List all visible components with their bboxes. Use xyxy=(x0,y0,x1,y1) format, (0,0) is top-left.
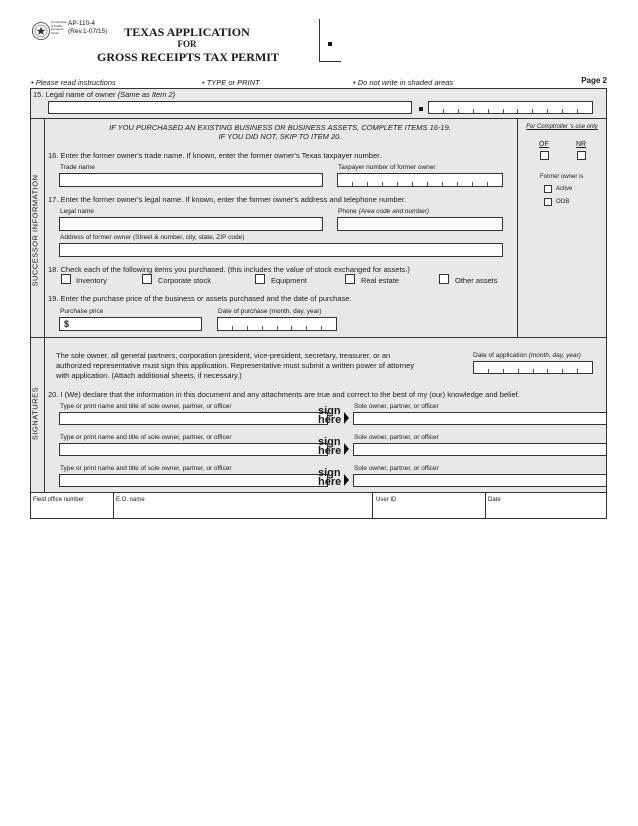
former-owner-active-label: Active xyxy=(556,186,573,192)
other-assets-option-label: Other assets xyxy=(455,276,498,285)
comptroller-of-checkbox[interactable] xyxy=(540,151,549,160)
comptroller-nr-checkbox[interactable] xyxy=(577,151,586,160)
former-taxpayer-number-ticks xyxy=(338,174,502,186)
seal-text: Comptroller of Public Accounts Texas xyxy=(51,20,67,35)
sign-word-2: sign xyxy=(318,436,341,448)
trade-name-field[interactable] xyxy=(59,173,323,187)
taxpayer-number-ticks xyxy=(429,102,592,113)
form-title-line2: FOR xyxy=(177,39,197,49)
print-name-label-1: Type or print name and title of sole owner, partner, or officer xyxy=(60,403,232,410)
sign-here-2 xyxy=(318,438,341,456)
owner-taxpayer-number-field[interactable] xyxy=(428,101,593,114)
former-phone-field[interactable] xyxy=(337,217,503,231)
sign-arrow-icon-3 xyxy=(344,474,349,486)
here-word-1: here xyxy=(318,414,342,426)
header-corner-mark-vertical xyxy=(319,19,320,62)
signatures-intro-line2: authorized representative must sign this application. Representative must submit a written power of attorney xyxy=(56,361,415,370)
signature-field-1[interactable] xyxy=(353,412,607,425)
purchase-price-field[interactable] xyxy=(59,317,202,331)
item15-note: (Same as Item 2) xyxy=(117,90,176,99)
instruction-shaded: • Do not write in shaded areas xyxy=(353,78,454,87)
print-name-label-3: Type or print name and title of sole owner, partner, or officer xyxy=(60,465,232,472)
item20-label: 20. I (We) declare that the information in this document and any attachments are true and correct to the best of my (our) knowledge and belief. xyxy=(48,390,520,399)
application-date-ticks xyxy=(474,362,592,373)
successor-intro-line1: IF YOU PURCHASED AN EXISTING BUSINESS OR BUSINESS ASSETS, COMPLETE ITEMS 16-19. xyxy=(109,123,451,132)
item18-label: 18. Check each of the following items you purchased. (this includes the value of stock exchanged for assets.) xyxy=(48,265,410,274)
field-office-number-label: Field office number xyxy=(33,497,84,503)
purchase-date-label: Date of purchase (month, day, year) xyxy=(218,308,322,315)
office-col-divider-3 xyxy=(485,492,486,519)
signature-field-3[interactable] xyxy=(353,474,607,487)
former-owner-oob-checkbox[interactable] xyxy=(544,198,552,206)
former-taxpayer-number-label: Taxpayer number of former owner xyxy=(338,164,436,171)
former-legal-name-field[interactable] xyxy=(59,217,323,231)
successor-side-divider xyxy=(44,118,45,337)
signature-field-2[interactable] xyxy=(353,443,607,456)
sign-here-1 xyxy=(318,407,341,425)
former-address-field[interactable] xyxy=(59,243,503,257)
form-title-line1: TEXAS APPLICATION xyxy=(124,25,250,39)
other-assets-checkbox[interactable] xyxy=(439,274,449,284)
print-name-field-3[interactable] xyxy=(59,474,328,487)
here-word-3: here xyxy=(318,476,342,488)
real-estate-option-label: Real estate xyxy=(361,276,399,285)
form-number: AP-110-4 xyxy=(68,20,95,27)
eo-name-label: E.O. name xyxy=(116,497,145,503)
item15-label: 15. Legal name of owner (Same as Item 2) xyxy=(33,90,176,99)
successor-side-label: SUCCESSOR INFORMATION xyxy=(30,174,40,287)
item15-marker-square xyxy=(419,107,423,111)
former-phone-note: (Area code and number) xyxy=(358,208,430,215)
successor-intro-line2: IF YOU DID NOT, SKIP TO ITEM 20. xyxy=(218,132,342,141)
date-of-application-label: Date of application (month, day, year) xyxy=(473,352,581,359)
owner-legal-name-field[interactable] xyxy=(48,101,412,114)
office-date-label: Date xyxy=(488,497,501,503)
former-address-label: Address of former owner (Street & number, city, state, ZIP code) xyxy=(60,234,245,241)
sign-arrow-icon-2 xyxy=(344,443,349,455)
print-name-field-1[interactable] xyxy=(59,412,328,425)
comptroller-nr-label: NR xyxy=(576,141,587,148)
instruction-read: • Please read instructions xyxy=(31,78,116,87)
former-owner-active-checkbox[interactable] xyxy=(544,185,552,193)
comptroller-use-panel xyxy=(517,118,607,337)
sign-here-3 xyxy=(318,469,341,487)
sign-word-3: sign xyxy=(318,467,341,479)
form-revision: (Rev.1-07/15) xyxy=(68,28,108,35)
comptroller-seal xyxy=(31,20,65,42)
page-number: Page 2 xyxy=(581,76,607,85)
corporate-stock-option-label: Corporate stock xyxy=(158,276,211,285)
signature-label-3: Sole owner, partner, or officer xyxy=(354,465,439,472)
real-estate-checkbox[interactable] xyxy=(345,274,355,284)
office-col-divider-2 xyxy=(372,492,373,519)
successor-bottom-divider xyxy=(30,337,607,338)
print-name-field-2[interactable] xyxy=(59,443,328,456)
purchase-date-field[interactable] xyxy=(217,317,337,331)
purchase-date-ticks xyxy=(218,318,336,330)
former-owner-is-label: Former owner is xyxy=(540,174,584,180)
signatures-side-divider xyxy=(44,337,45,492)
signature-label-2: Sole owner, partner, or officer xyxy=(354,434,439,441)
office-col-divider-1 xyxy=(113,492,114,519)
print-name-label-2: Type or print name and title of sole owner, partner, or officer xyxy=(60,434,232,441)
dollar-sign: $ xyxy=(64,319,70,329)
former-owner-oob-label: OOB xyxy=(556,199,570,205)
former-legal-name-label: Legal name xyxy=(60,208,94,215)
date-of-application-note: (month, day, year) xyxy=(528,352,581,359)
sign-word-1: sign xyxy=(318,405,341,417)
item16-label: 16. Enter the former owner's trade name. If known, enter the former owner's Texas taxpayer number. xyxy=(48,151,382,160)
here-word-2: here xyxy=(318,445,342,457)
item19-label: 19. Enter the purchase price of the business or assets purchased and the date of purchase. xyxy=(48,294,352,303)
signatures-intro-line1: The sole owner, all general partners, corporation president, vice-president, secretary, treasurer, or an xyxy=(56,351,391,360)
inventory-option-label: Inventory xyxy=(76,276,107,285)
form-title-line3: GROSS RECEIPTS TAX PERMIT xyxy=(97,50,279,64)
signature-label-1: Sole owner, partner, or officer xyxy=(354,403,439,410)
header-corner-mark-horizontal xyxy=(319,61,341,62)
item17-label: 17. Enter the former owner's legal name. If known, enter the former owner's address and telephone number. xyxy=(48,195,407,204)
signatures-side-label: SIGNATURES xyxy=(30,386,40,441)
instruction-type: • TYPE or PRINT xyxy=(202,78,260,87)
header-marker-square xyxy=(328,42,332,46)
user-id-label: User ID xyxy=(376,497,397,503)
purchase-price-label: Purchase price xyxy=(60,308,104,315)
inventory-checkbox[interactable] xyxy=(61,274,71,284)
date-of-application-field[interactable] xyxy=(473,361,593,374)
former-phone-label: Phone (Area code and number) xyxy=(338,208,430,215)
comptroller-of-label: OF xyxy=(539,141,549,148)
equipment-option-label: Equipment xyxy=(271,276,307,285)
sign-arrow-icon-1 xyxy=(344,412,349,424)
equipment-checkbox[interactable] xyxy=(255,274,265,284)
signatures-intro-line3: with application. (Attach additional sheets, if necessary.) xyxy=(56,371,242,380)
corporate-stock-checkbox[interactable] xyxy=(142,274,152,284)
trade-name-label: Trade name xyxy=(60,164,95,171)
former-taxpayer-number-field[interactable] xyxy=(337,173,503,187)
comptroller-use-title: For Comptroller 's use only xyxy=(526,124,598,130)
